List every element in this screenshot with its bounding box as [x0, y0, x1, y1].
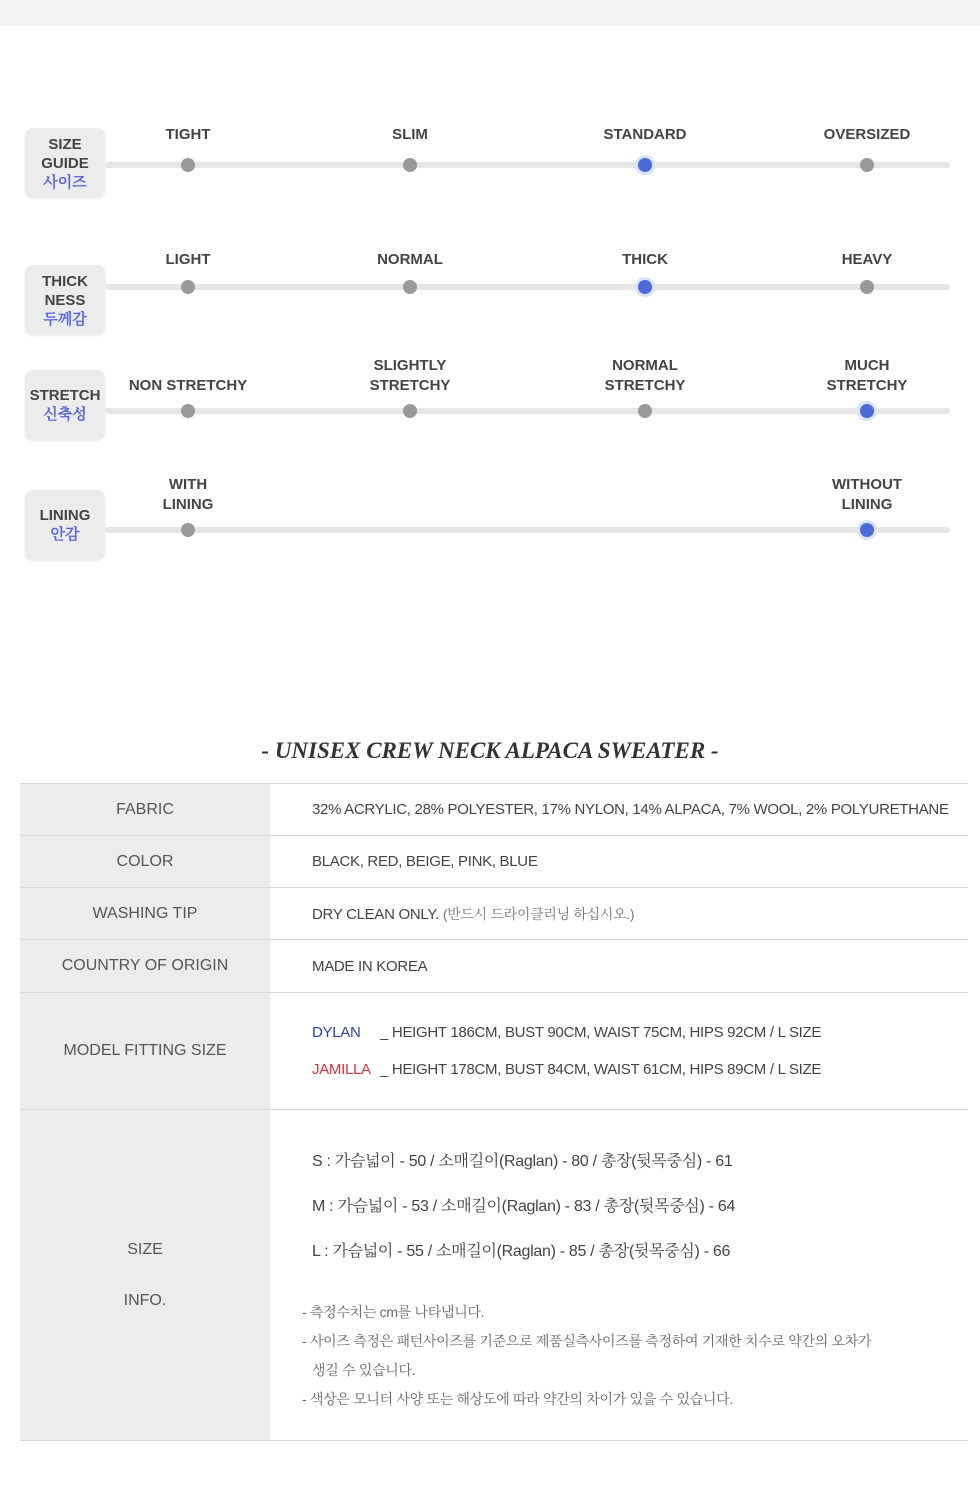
scale-dot: [403, 404, 417, 418]
washing-label: WASHING TIP: [20, 888, 270, 939]
scale-badge-korean: 사이즈: [43, 173, 87, 191]
size-note: - 측정수치는 cm를 나타냅니다.: [302, 1303, 485, 1320]
scale-badge: [25, 490, 105, 560]
washing-value: [270, 888, 968, 939]
table-row-washing: [20, 888, 968, 940]
model-info: _ HEIGHT 186CM, BUST 90CM, WAIST 75CM, HIPS 92CM / L SIZE: [380, 1024, 822, 1041]
scale-row: [0, 232, 980, 342]
scale-track: [105, 162, 950, 168]
scale-dot: [181, 280, 195, 294]
scale-option-label: MUCH STRETCHY: [826, 357, 908, 394]
size-line-s: S : 가슴넓이 - 50 / 소매길이(Raglan) - 80 / 총장(뒷목중심) - 61: [312, 1152, 733, 1170]
scale-option-label: STANDARD: [603, 126, 687, 143]
scale-dot: [860, 158, 874, 172]
scale-track: [105, 408, 950, 414]
scale-badge: [25, 128, 105, 198]
scale-dot: [860, 280, 874, 294]
scale-badge-label: GUIDE: [41, 154, 89, 172]
scale-track: [105, 527, 950, 533]
table-row-color: [20, 836, 968, 888]
size-note: 생길 수 있습니다.: [312, 1361, 416, 1378]
scale-badge-label: STRETCH: [29, 387, 101, 404]
size-label-line: INFO.: [123, 1292, 167, 1309]
fabric-value: 32% ACRYLIC, 28% POLYESTER, 17% NYLON, 14% ALPACA, 7% WOOL, 2% POLYURETHANE: [312, 801, 949, 818]
origin-value: MADE IN KOREA: [312, 957, 428, 975]
model-name: DYLAN: [312, 1024, 361, 1041]
product-info-table: [20, 783, 968, 1441]
scale-dot: [403, 158, 417, 172]
color-label: COLOR: [20, 836, 270, 887]
table-row-model: [20, 993, 968, 1110]
model-row: [312, 1024, 968, 1041]
scale-option-label: NORMAL STRETCHY: [604, 357, 686, 394]
size-note: - 색상은 모니터 사양 또는 해상도에 따라 약간의 차이가 있을 수 있습니다.: [302, 1390, 733, 1407]
scale-option-label: TIGHT: [165, 126, 211, 143]
scale-badge-label: LINING: [39, 507, 91, 524]
model-name: JAMILLA: [312, 1061, 371, 1078]
top-strip: [0, 0, 980, 26]
scale-option-label: LIGHT: [165, 251, 211, 268]
washing-text: DRY CLEAN ONLY.: [312, 905, 439, 923]
scale-selected-dot: [638, 158, 652, 172]
scale-dot: [181, 523, 195, 537]
scale-dot: [181, 404, 195, 418]
scale-badge-korean: 안감: [50, 526, 80, 543]
scale-badge-label: SIZE: [48, 135, 82, 153]
fabric-label: FABRIC: [20, 784, 270, 835]
size-line-m: M : 가슴넓이 - 53 / 소매길이(Raglan) - 83 / 총장(뒷목중심) - 64: [312, 1197, 736, 1215]
model-info: _ HEIGHT 178CM, BUST 84CM, WAIST 61CM, HIPS 89CM / L SIZE: [380, 1061, 822, 1078]
scale-selected-dot: [638, 280, 652, 294]
scale-badge: [25, 370, 105, 440]
scale-option-label: WITH LINING: [162, 476, 214, 513]
scale-dot: [181, 158, 195, 172]
table-row-fabric: [20, 784, 968, 836]
scale-dot: [403, 280, 417, 294]
scale-option-label: WITHOUT LINING: [832, 476, 902, 513]
scale-option-label: SLIM: [392, 126, 428, 143]
scale-badge-korean: 두께감: [43, 310, 87, 328]
product-title: - UNISEX CREW NECK ALPACA SWEATER -: [261, 738, 719, 763]
scale-badge-label: NESS: [44, 291, 86, 309]
scale-option-label: OVERSIZED: [823, 126, 911, 143]
size-info-values: [270, 1110, 968, 1440]
scale-track: [105, 284, 950, 290]
scale-option-label: HEAVY: [841, 251, 893, 268]
scale-option-label: NON STRETCHY: [128, 377, 248, 394]
model-row: [312, 1061, 968, 1078]
scale-selected-dot: [860, 523, 874, 537]
model-values: [270, 993, 968, 1109]
scale-option-label: THICK: [622, 251, 668, 268]
size-line-l: L : 가슴넓이 - 55 / 소매길이(Raglan) - 85 / 총장(뒷목중심) - 66: [312, 1242, 731, 1260]
scale-dot: [638, 404, 652, 418]
size-info-label: [20, 1110, 270, 1440]
size-label-line: SIZE: [127, 1241, 163, 1258]
table-row-size-info: [20, 1110, 968, 1441]
scale-option-label: SLIGHTLY STRETCHY: [369, 357, 451, 394]
scale-option-label: NORMAL: [377, 251, 443, 268]
scale-badge-korean: 신축성: [43, 406, 87, 423]
scale-row: [0, 108, 980, 218]
color-value: BLACK, RED, BEIGE, PINK, BLUE: [312, 853, 538, 870]
scale-row: [0, 356, 980, 466]
size-note: - 사이즈 측정은 패턴사이즈를 기준으로 제품실측사이즈를 측정하여 기재한 치수로 약간의 오차가: [302, 1332, 872, 1349]
table-row-origin: [20, 940, 968, 993]
scale-badge: [25, 265, 105, 335]
washing-text-kr: (반드시 드라이클리닝 하십시오.): [442, 905, 635, 922]
scale-badge-label: THICK: [42, 272, 88, 290]
model-label: MODEL FITTING SIZE: [20, 993, 270, 1109]
scale-selected-dot: [860, 404, 874, 418]
origin-label: COUNTRY OF ORIGIN: [20, 940, 270, 992]
scale-row: [0, 475, 980, 585]
